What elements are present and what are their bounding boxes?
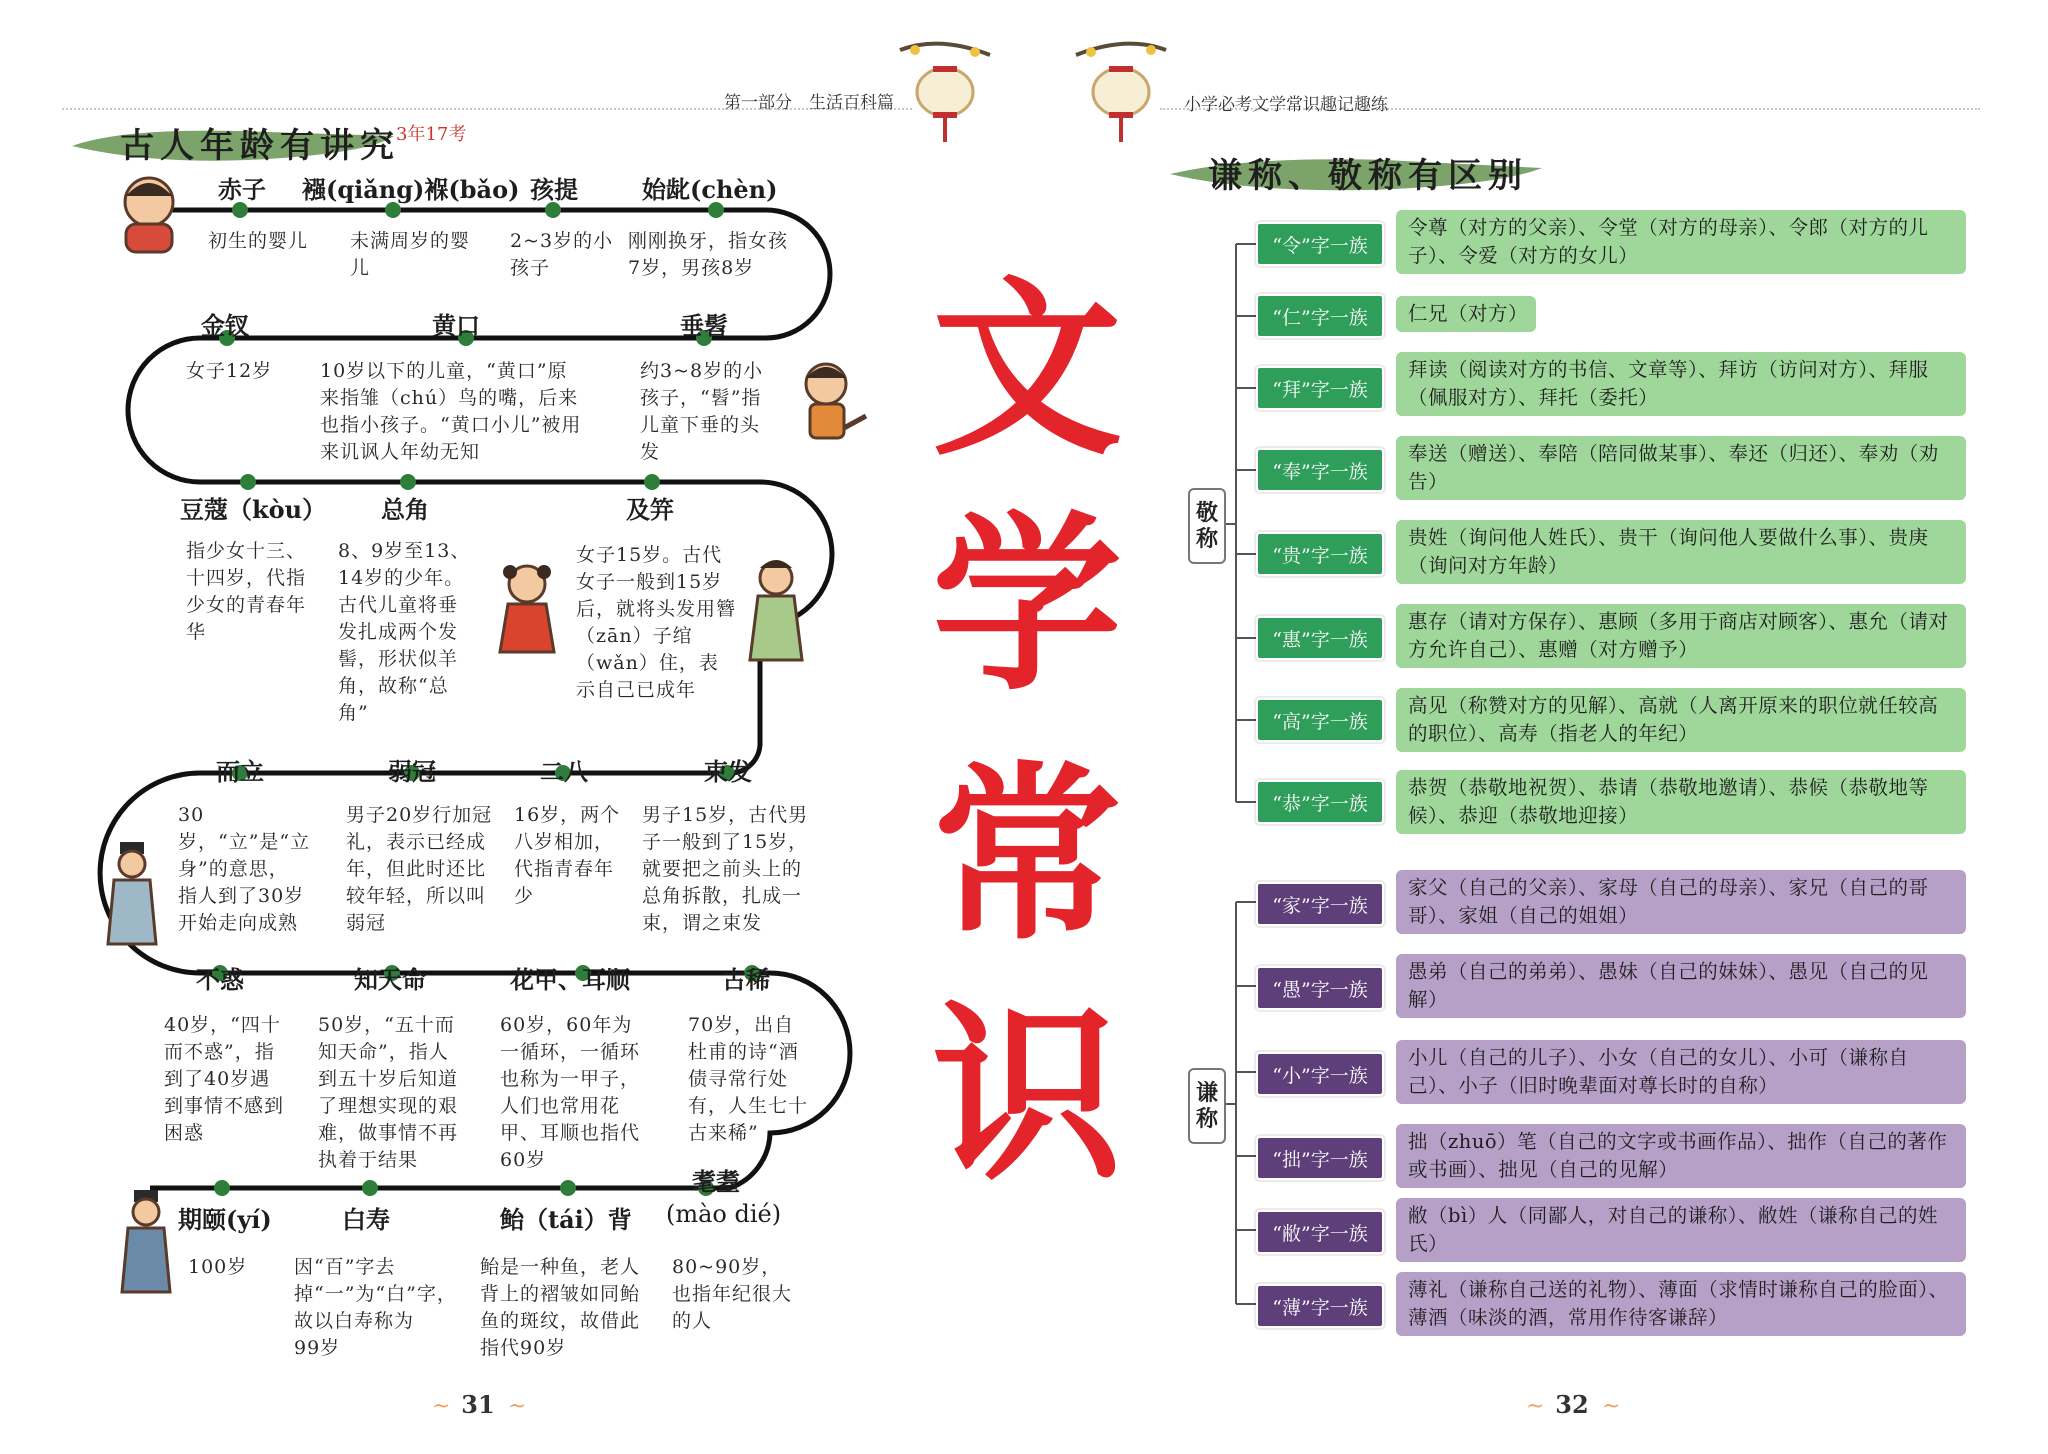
- respect-group-text: 恭贺（恭敬地祝贺）、恭请（恭敬地邀请）、恭候（恭敬地等候）、恭迎（恭敬地迎接）: [1396, 770, 1966, 834]
- term-jinchai: 金钗: [201, 311, 249, 340]
- desc-doukou: 指少女十三、十四岁，代指少女的青春年华: [186, 540, 307, 643]
- respect-group-text: 惠存（请对方保存）、惠顾（多用于商店对顾客）、惠允（请对方允许自己）、惠赠（对方赠予）: [1396, 604, 1966, 668]
- humble-group-label: “家”字一族: [1256, 882, 1384, 926]
- respect-group-label: “高”字一族: [1256, 698, 1384, 742]
- left-page-title: 古人年龄有讲究: [120, 126, 400, 166]
- desc-haiti: 2~3岁的小孩子: [510, 230, 614, 279]
- desc-chizi: 初生的婴儿: [208, 230, 309, 252]
- desc-ruoguan: 男子20岁行加冠礼，表示已经成年，但此时还比较年轻，所以叫弱冠: [346, 804, 493, 934]
- page-number-ornament-left-2: ~: [508, 1394, 527, 1419]
- humble-group-text: 小儿（自己的儿子）、小女（自己的女儿）、小可（谦称自己）、小子（旧时晚辈面对尊长时的自称）: [1396, 1040, 1966, 1104]
- center-title-char-1: 文: [932, 258, 1123, 481]
- term-shufa: 束发: [704, 757, 752, 786]
- page-number-right: 32: [1555, 1390, 1589, 1419]
- humble-group-label: “薄”字一族: [1256, 1284, 1384, 1328]
- scholar-illustration-icon: [104, 840, 160, 950]
- lady-illustration-icon: [744, 556, 808, 666]
- respect-group-label: “恭”字一族: [1256, 780, 1384, 824]
- page-number-ornament-left: ~: [432, 1394, 451, 1419]
- term-erli: 而立: [216, 757, 264, 786]
- respect-group-text: 拜读（阅读对方的书信、文章等）、拜访（访问对方）、拜服（佩服对方）、拜托（委托）: [1396, 352, 1966, 416]
- respect-group-label: “仁”字一族: [1256, 294, 1384, 338]
- respect-category-label: 敬称: [1188, 488, 1226, 564]
- desc-zhitianming: 50岁，“五十而知天命”，指人到五十岁后知道了理想实现的艰难，做事情不再执着于结果: [318, 1014, 459, 1171]
- term-baishou: 白寿: [342, 1205, 390, 1234]
- header-right: 小学必考文学常识趣记趣练: [1184, 95, 1388, 115]
- humble-group-text: 敝（bì）人（同鄙人，对自己的谦称）、敝姓（谦称自己的姓氏）: [1396, 1198, 1966, 1262]
- humble-group-text: 愚弟（自己的弟弟）、愚妹（自己的妹妹）、愚见（自己的见解）: [1396, 954, 1966, 1018]
- center-title-char-3: 常: [932, 743, 1123, 966]
- child-kicking-illustration-icon: [786, 358, 876, 458]
- term-qiyi: 期颐(yí): [178, 1205, 272, 1234]
- baby-illustration-icon: [104, 168, 194, 258]
- term-haiti: 孩提: [530, 175, 578, 204]
- desc-jiji: 女子15岁。古代女子一般到15岁后，就将头发用簪（zān）子绾（wǎn）住，表示自己已成年: [576, 544, 737, 701]
- term-taibei: 鲐（tái）背: [500, 1205, 632, 1234]
- term-zongjiao: 总角: [381, 495, 429, 524]
- humble-group-label: “敝”字一族: [1256, 1210, 1384, 1254]
- term-zhitianming: 知天命: [354, 965, 426, 994]
- desc-erba: 16岁，两个八岁相加，代指青春年少: [514, 804, 621, 907]
- respect-group-label: “贵”字一族: [1256, 532, 1384, 576]
- term-qiangbao: 襁(qiǎng)褓(bǎo): [302, 175, 520, 204]
- desc-buhuo: 40岁，“四十而不惑”，指到了40岁遇到事情不感到困惑: [164, 1014, 285, 1144]
- desc-zongjiao: 8、9岁至13、14岁的少年。古代儿童将垂发扎成两个发髻，形状似羊角，故称“总角”: [338, 540, 471, 724]
- term-ruoguan: 弱冠: [388, 757, 436, 786]
- term-maodie-pinyin: (mào dié): [666, 1200, 782, 1228]
- term-guxi: 古稀: [722, 965, 770, 994]
- respect-group-label: “奉”字一族: [1256, 448, 1384, 492]
- desc-maodie: 80~90岁，也指年纪很大的人: [672, 1256, 793, 1332]
- term-shichen: 始龀(chèn): [642, 175, 778, 204]
- category-bracket-lines: [1160, 220, 1260, 1360]
- desc-guxi: 70岁，出自杜甫的诗“酒债寻常行处有，人生七十古来稀”: [688, 1014, 809, 1144]
- page-number-ornament-right-2: ~: [1602, 1394, 1621, 1419]
- desc-jinchai: 女子12岁: [186, 360, 273, 382]
- term-maodie: 耄耋: [692, 1167, 740, 1196]
- respect-group-label: “拜”字一族: [1256, 366, 1384, 410]
- right-page-title: 谦称、敬称有区别: [1208, 156, 1528, 196]
- center-title-char-4: 识: [932, 983, 1123, 1206]
- humble-group-label: “拙”字一族: [1256, 1136, 1384, 1180]
- respect-group-text: 仁兄（对方）: [1396, 296, 1536, 332]
- desc-baishou: 因“百”字去掉“一”为“白”字，故以白寿称为99岁: [294, 1256, 457, 1359]
- term-buhuo: 不惑: [196, 965, 244, 994]
- desc-qiyi: 100岁: [188, 1256, 248, 1278]
- respect-group-text: 高见（称赞对方的见解）、高就（人离开原来的职位就任较高的职位）、高寿（指老人的年纪）: [1396, 688, 1966, 752]
- exam-tag: 3年17考: [396, 124, 467, 145]
- humble-group-label: “愚”字一族: [1256, 966, 1384, 1010]
- elder-illustration-icon: [118, 1188, 174, 1298]
- page-number-ornament-right: ~: [1526, 1394, 1545, 1419]
- respect-group-text: 贵姓（询问他人姓氏）、贵干（询问他人要做什么事）、贵庚（询问对方年龄）: [1396, 520, 1966, 584]
- center-title-char-2: 学: [932, 493, 1123, 716]
- header-left: 第一部分 生活百科篇: [724, 93, 894, 113]
- humble-group-text: 家父（自己的父亲）、家母（自己的母亲）、家兄（自己的哥哥）、家姐（自己的姐姐）: [1396, 870, 1966, 934]
- desc-erli: 30岁，“立”是“立身”的意思，指人到了30岁开始走向成熟: [178, 804, 311, 934]
- lantern-right-icon: [1066, 30, 1176, 150]
- desc-qiangbao: 未满周岁的婴儿: [350, 230, 471, 279]
- respect-group-label: “惠”字一族: [1256, 616, 1384, 660]
- term-huangkou: 黄口: [432, 311, 480, 340]
- desc-huajia: 60岁，60年为一循环，一循环也称为一甲子，人们也常用花甲、耳顺也指代60岁: [500, 1014, 641, 1171]
- girl-illustration-icon: [492, 560, 562, 660]
- humble-group-text: 拙（zhuō）笔（自己的文字或书画作品）、拙作（自己的著作或书画）、拙见（自己的见解）: [1396, 1124, 1966, 1188]
- desc-huangkou: 10岁以下的儿童，“黄口”原来指雏（chú）鸟的嘴，后来也指小孩子。“黄口小儿”被用来讥讽人年幼无知: [320, 360, 582, 463]
- desc-shufa: 男子15岁，古代男子一般到了15岁，就要把之前头上的总角拆散，扎成一束，谓之束发: [642, 804, 809, 934]
- term-chizi: 赤子: [218, 175, 266, 204]
- term-doukou: 豆蔻（kòu）: [180, 495, 327, 524]
- desc-shichen: 刚刚换牙，指女孩7岁，男孩8岁: [628, 230, 789, 279]
- desc-chuitiao: 约3~8岁的小孩子，“髫”指儿童下垂的头发: [640, 360, 764, 463]
- term-chuitiao: 垂髫: [680, 311, 728, 340]
- page-number-left: 31: [461, 1390, 495, 1419]
- humble-category-label: 谦称: [1188, 1068, 1226, 1144]
- desc-taibei: 鲐是一种鱼，老人背上的褶皱如同鲐鱼的斑纹，故借此指代90岁: [480, 1256, 641, 1359]
- term-jiji: 及笄: [626, 495, 674, 524]
- respect-group-text: 奉送（赠送）、奉陪（陪同做某事）、奉还（归还）、奉劝（劝告）: [1396, 436, 1966, 500]
- term-erba: 二八: [540, 757, 588, 786]
- humble-group-label: “小”字一族: [1256, 1052, 1384, 1096]
- respect-group-text: 令尊（对方的父亲）、令堂（对方的母亲）、令郎（对方的儿子）、令爱（对方的女儿）: [1396, 210, 1966, 274]
- term-huajia: 花甲、耳顺: [510, 965, 630, 994]
- humble-group-text: 薄礼（谦称自己送的礼物）、薄面（求情时谦称自己的脸面）、薄酒（味淡的酒，常用作待客谦辞）: [1396, 1272, 1966, 1336]
- respect-group-label: “令”字一族: [1256, 222, 1384, 266]
